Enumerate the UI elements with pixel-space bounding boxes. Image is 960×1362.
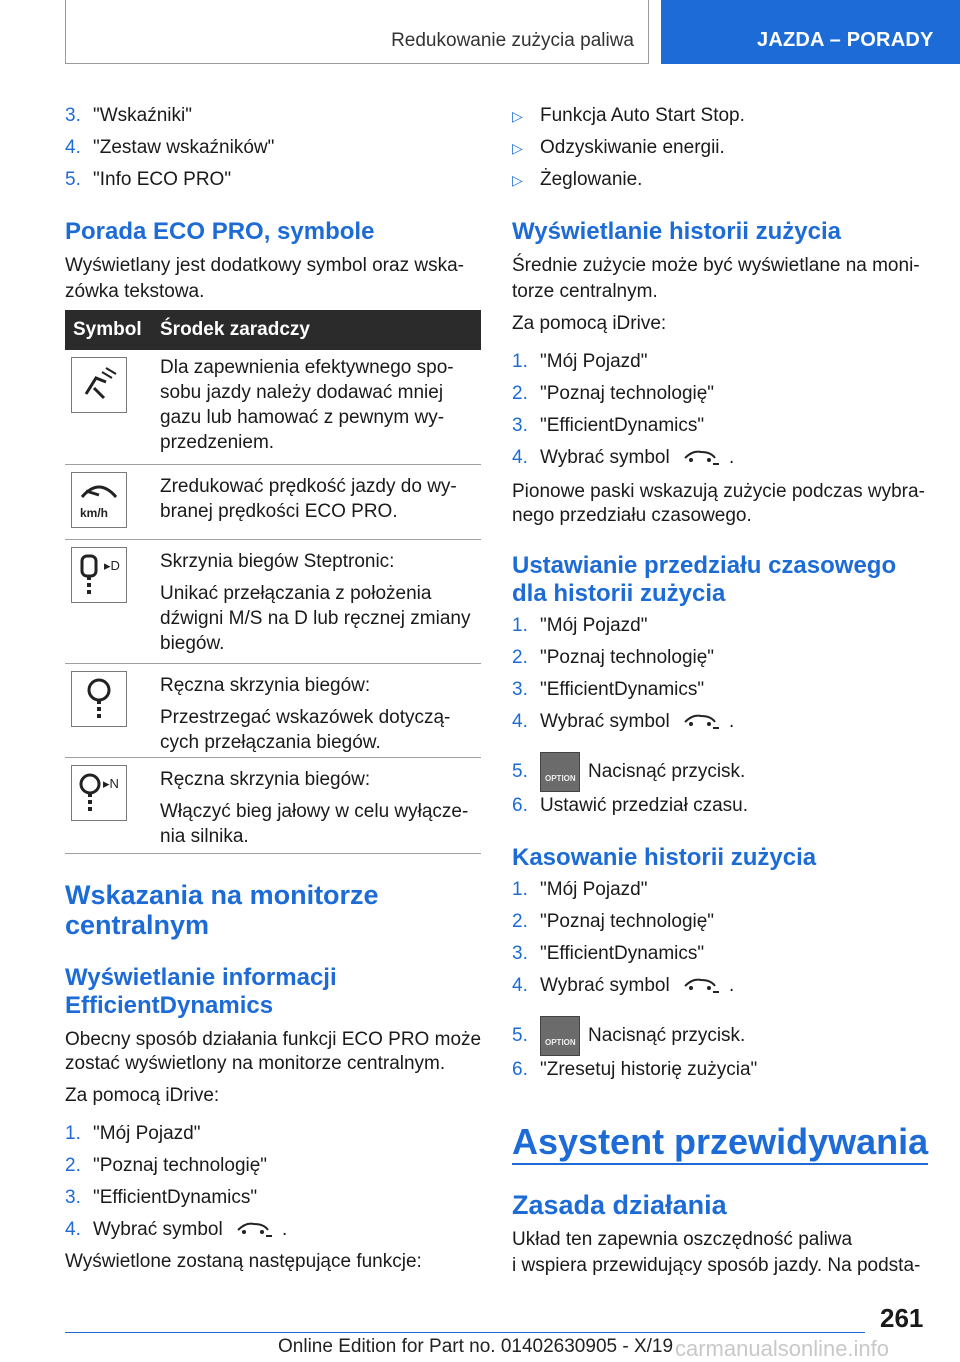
table-header bbox=[65, 310, 481, 350]
list-item: 4. Wybrać symbol . bbox=[65, 1219, 288, 1240]
paragraph-idrive: Za pomocą iDrive: bbox=[65, 1085, 220, 1106]
table-row bbox=[65, 758, 481, 854]
heading-ustawianie: Ustawianie przedziału czasowego bbox=[512, 552, 897, 579]
car-chart-icon bbox=[681, 712, 723, 732]
paragraph-line: zostać wyświetlony na monitorze centralnym. bbox=[65, 1053, 446, 1074]
paragraph-line: zówka tekstowa. bbox=[65, 281, 205, 302]
table-cell-line: Ręczna skrzynia biegów: bbox=[160, 769, 371, 790]
table-cell-line: Zredukować prędkość jazdy do wy- bbox=[160, 476, 457, 497]
gear-lever-icon bbox=[71, 671, 127, 727]
list-item: 1. "Mój Pojazd" bbox=[512, 879, 648, 900]
list-item: 6. "Zresetuj historię zużycia" bbox=[512, 1059, 758, 1080]
table-row bbox=[65, 465, 481, 540]
list-item: 4. "Zestaw wskaźników" bbox=[65, 137, 275, 158]
heading-kasowanie: Kasowanie historii zużycia bbox=[512, 844, 817, 871]
table-cell-line: cych przełączania biegów. bbox=[160, 732, 381, 753]
table-row bbox=[65, 664, 481, 758]
heading-ustawianie-line2: dla historii zużycia bbox=[512, 580, 726, 607]
svg-text:km/h: km/h bbox=[80, 506, 109, 520]
gear-lever-n-icon bbox=[71, 765, 127, 821]
table-header-symbol: Symbol bbox=[73, 319, 142, 340]
table-header-remedy: Środek zaradczy bbox=[160, 319, 310, 340]
heading-wyswietlanie: Wyświetlanie informacji bbox=[65, 964, 337, 991]
table-cell-line: gazu lub hamować z pewnym wy- bbox=[160, 407, 445, 428]
header-section-title: Redukowanie zużycia paliwa bbox=[391, 30, 634, 51]
paragraph-line: Wyświetlany jest dodatkowy symbol oraz wska- bbox=[65, 255, 464, 276]
paragraph-functions: Wyświetlone zostaną następujące funkcje: bbox=[65, 1251, 422, 1272]
table-cell-line: branej prędkości ECO PRO. bbox=[160, 501, 398, 522]
heading-asystent: Asystent przewidywania bbox=[512, 1121, 929, 1162]
table-cell-line: nia silnika. bbox=[160, 826, 249, 847]
list-item: 1. "Mój Pojazd" bbox=[65, 1123, 201, 1144]
paragraph-line: torze centralnym. bbox=[512, 281, 658, 302]
table-cell-line: Dla zapewnienia efektywnego spo- bbox=[160, 357, 454, 378]
list-item: 1. "Mój Pojazd" bbox=[512, 615, 648, 636]
list-item: 5. OPTION Nacisnąć przycisk. bbox=[512, 1016, 745, 1056]
bullet-item: ▷ Żeglowanie. bbox=[512, 169, 643, 190]
table-cell-line: przedzeniem. bbox=[160, 432, 275, 453]
paragraph-line: i wspiera przewidujący sposób jazdy. Na podsta- bbox=[512, 1255, 921, 1276]
list-item: 2. "Poznaj technologię" bbox=[512, 911, 715, 932]
heading-wyswietlanie-line2: EfficientDynamics bbox=[65, 992, 274, 1019]
svg-text:▸N: ▸N bbox=[103, 776, 119, 791]
paragraph-line: Pionowe paski wskazują zużycie podczas wybra- bbox=[512, 481, 925, 502]
symbol-table bbox=[65, 310, 481, 854]
list-item: 3. "EfficientDynamics" bbox=[65, 1187, 258, 1208]
table-row bbox=[65, 350, 481, 465]
bullet-item: ▷ Odzyskiwanie energii. bbox=[512, 137, 725, 158]
footer-rule bbox=[65, 1332, 865, 1333]
paragraph-line: Średnie zużycie może być wyświetlane na moni- bbox=[512, 255, 920, 276]
list-item: 5. "Info ECO PRO" bbox=[65, 169, 232, 190]
table-cell-line: Przestrzegać wskazówek dotyczą- bbox=[160, 707, 451, 728]
list-item: 4. Wybrać symbol . bbox=[512, 711, 735, 732]
header-chapter-title: JAZDA – PORADY bbox=[757, 29, 934, 51]
option-button-icon: OPTION bbox=[540, 1016, 580, 1056]
header-chapter-tab bbox=[661, 0, 960, 64]
table-cell-line: Ręczna skrzynia biegów: bbox=[160, 675, 371, 696]
table-cell-line: dźwigni M/S na D lub ręcznej zmiany bbox=[160, 608, 471, 629]
list-item: 6. Ustawić przedział czasu. bbox=[512, 795, 749, 816]
section-rule bbox=[512, 1163, 928, 1165]
watermark: carmanualsonline.info bbox=[675, 1336, 890, 1361]
svg-text:▸D: ▸D bbox=[104, 558, 120, 573]
list-item: 4. Wybrać symbol . bbox=[512, 447, 735, 468]
table-cell-line: Unikać przełączania z położenia bbox=[160, 583, 432, 604]
heading-historia: Wyświetlanie historii zużycia bbox=[512, 218, 841, 245]
table-cell-line: Włączyć bieg jałowy w celu wyłącze- bbox=[160, 801, 469, 822]
car-chart-icon bbox=[681, 448, 723, 468]
paragraph-line: Układ ten zapewnia oszczędność paliwa bbox=[512, 1229, 853, 1250]
gear-lever-d-icon bbox=[71, 547, 127, 603]
car-chart-icon bbox=[234, 1220, 276, 1240]
heading-wskazania: Wskazania na monitorze bbox=[65, 880, 379, 910]
heading-zasada: Zasada działania bbox=[512, 1190, 727, 1220]
footer-edition: Online Edition for Part no. 01402630905 - X/19 bbox=[278, 1336, 674, 1357]
list-item: 3. "Wskaźniki" bbox=[65, 105, 192, 126]
paragraph-line: nego przedziału czasowego. bbox=[512, 505, 752, 526]
paragraph-idrive: Za pomocą iDrive: bbox=[512, 313, 667, 334]
header-section-box bbox=[65, 0, 649, 64]
table-cell-line: Skrzynia biegów Steptronic: bbox=[160, 551, 395, 572]
bullet-item: ▷ Funkcja Auto Start Stop. bbox=[512, 105, 745, 126]
page-number: 261 bbox=[880, 1303, 924, 1333]
list-item: 3. "EfficientDynamics" bbox=[512, 943, 705, 964]
speedometer-kmh-icon bbox=[71, 472, 127, 528]
heading-porada: Porada ECO PRO, symbole bbox=[65, 218, 375, 245]
car-chart-icon bbox=[681, 976, 723, 996]
list-item: 2. "Poznaj technologię" bbox=[512, 383, 715, 404]
list-item: 5. OPTION Nacisnąć przycisk. bbox=[512, 752, 745, 792]
paragraph-line: Obecny sposób działania funkcji ECO PRO może bbox=[65, 1029, 482, 1050]
list-item: 2. "Poznaj technologię" bbox=[65, 1155, 268, 1176]
pedal-release-icon bbox=[71, 357, 127, 413]
table-row bbox=[65, 540, 481, 664]
table-cell-line: sobu jazdy należy dodawać mniej bbox=[160, 382, 444, 403]
list-item: 3. "EfficientDynamics" bbox=[512, 679, 705, 700]
table-cell-line: biegów. bbox=[160, 633, 225, 654]
option-button-icon: OPTION bbox=[540, 752, 580, 792]
list-item: 4. Wybrać symbol . bbox=[512, 975, 735, 996]
heading-wskazania-line2: centralnym bbox=[65, 910, 210, 940]
list-item: 3. "EfficientDynamics" bbox=[512, 415, 705, 436]
list-item: 1. "Mój Pojazd" bbox=[512, 351, 648, 372]
list-item: 2. "Poznaj technologię" bbox=[512, 647, 715, 668]
